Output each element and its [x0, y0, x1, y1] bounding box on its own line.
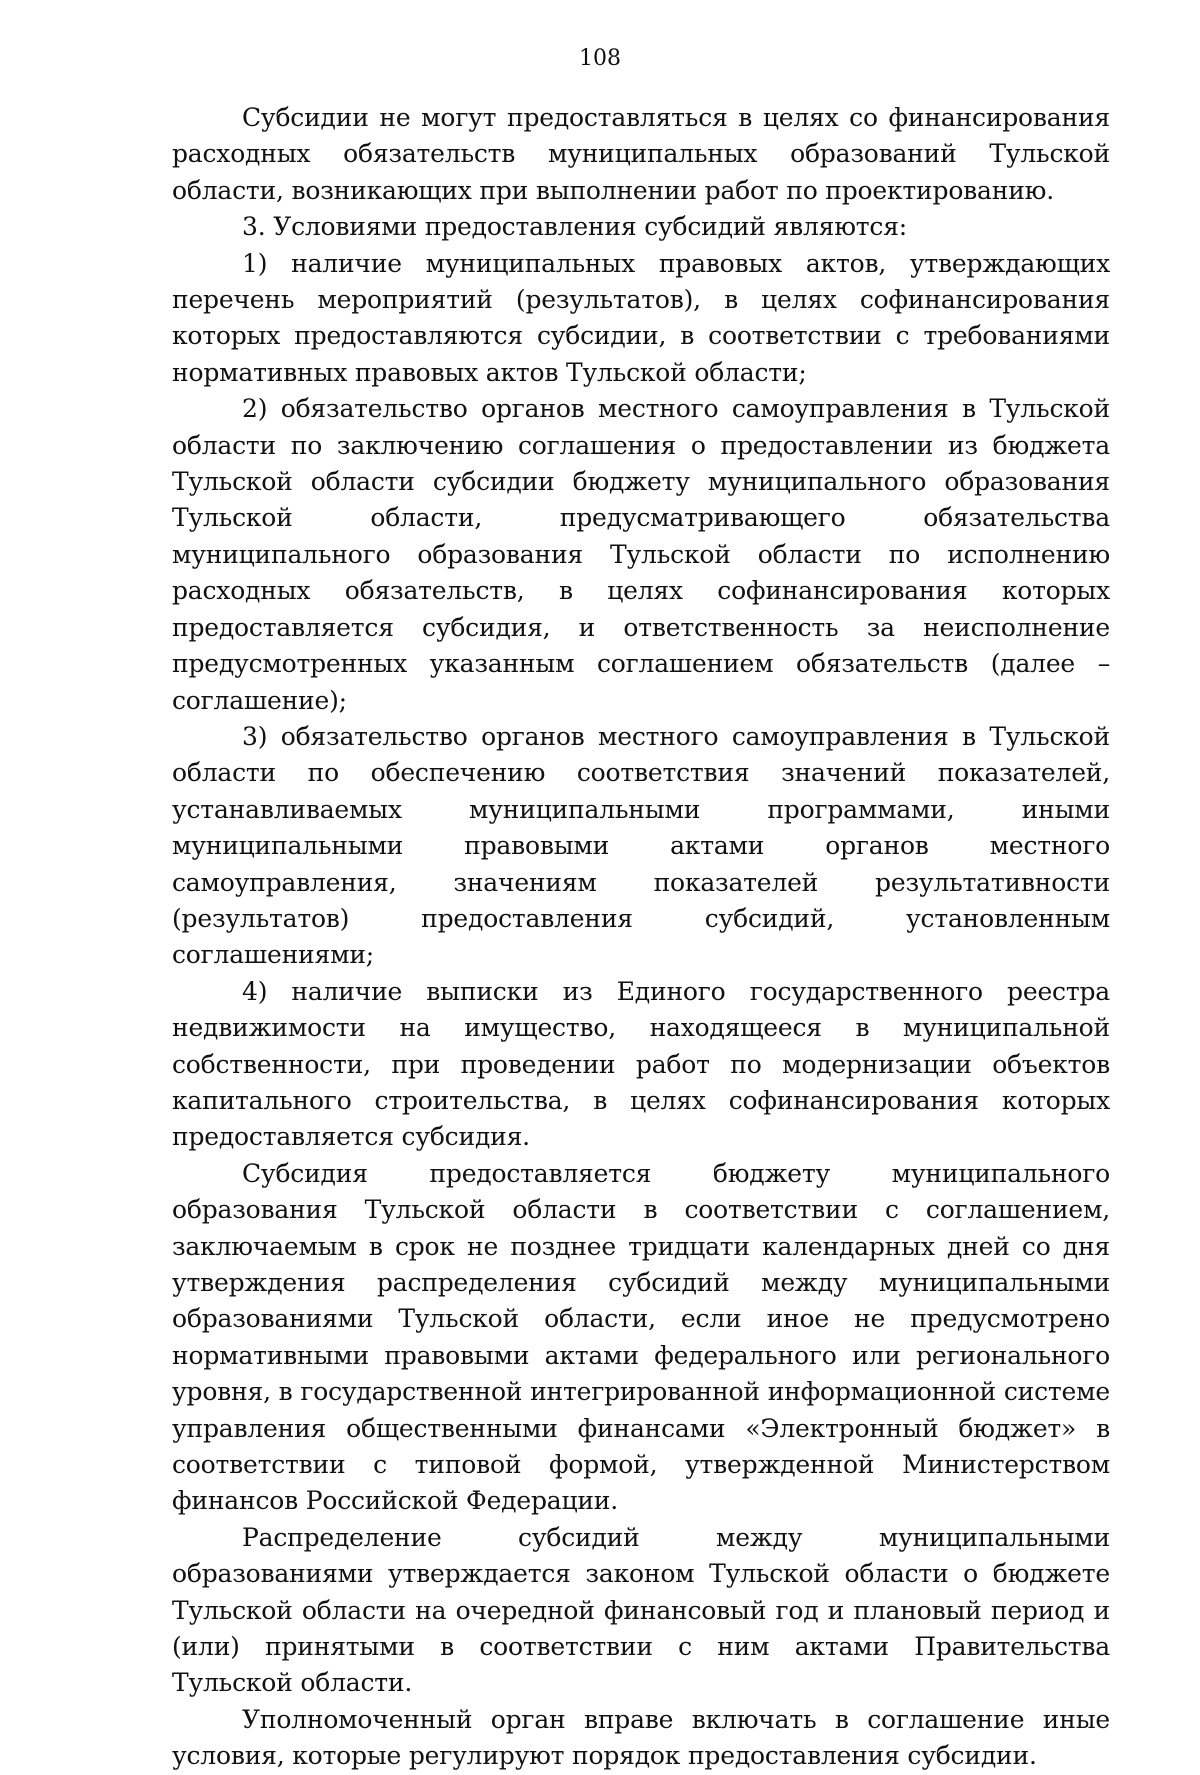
- paragraph-subsidy-agreement: Субсидия предоставляется бюджету муниципального образования Тульской области в соответствии с соглашением, заключаемым в срок не позднее тридцати календарных дней со дня утверждения распределения субсидий между муниципальными образованиями Тульской области, если иное не предусмотрено нормативными правовыми актами федерального или регионального уровня, в государственной интегрированной информационной системе управления общественными финансами «Электронный бюджет» в соответствии с типовой формой, утвержденной Министерством финансов Российской Федерации.: [172, 1158, 1110, 1516]
- document-body: [172, 100, 1110, 1775]
- paragraph-subsidy-distribution: Распределение субсидий между муниципальными образованиями утверждается законом Тульской области о бюджете Тульской области на очередной финансовый год и плановый период и (или) принятыми в соответствии с ним актами Правительства Тульской области.: [172, 1522, 1110, 1698]
- paragraph-authorized-body: Уполномоченный орган вправе включать в соглашение иные условия, которые регулируют порядок предоставления субсидии.: [172, 1704, 1110, 1771]
- paragraph-condition-3: 3) обязательство органов местного самоуправления в Тульской области по обеспечению соответствия значений показателей, устанавливаемых муниципальными программами, иными муниципальными правовыми актами органов местного самоуправления, значениям показателей результативности (результатов) предоставления субсидий, установленным соглашениями;: [172, 721, 1110, 970]
- paragraph-subsidy-restriction: Субсидии не могут предоставляться в целях со финансирования расходных обязательств муниципальных образований Тульской области, возникающих при выполнении работ по проектированию.: [172, 103, 1110, 205]
- paragraph-condition-4: 4) наличие выписки из Единого государственного реестра недвижимости на имущество, находящееся в муниципальной собственности, при проведении работ по модернизации объектов капитального строительства, в целях софинансирования которых предоставляется субсидия.: [172, 976, 1110, 1152]
- paragraph-condition-1: 1) наличие муниципальных правовых актов, утверждающих перечень мероприятий (результатов), в целях софинансирования которых предоставляются субсидии, в соответствии с требованиями нормативных правовых актов Тульской области;: [172, 248, 1110, 387]
- page-number: 108: [579, 46, 621, 71]
- paragraph-condition-2: 2) обязательство органов местного самоуправления в Тульской области по заключению соглашения о предоставлении из бюджета Тульской области субсидии бюджету муниципального образования Тульской области, предусматривающего обязательства муниципального образования Тульской области по исполнению расходных обязательств, в целях софинансирования которых предоставляется субсидия, и ответственность за неисполнение предусмотренных указанным соглашением обязательств (далее – соглашение);: [172, 394, 1110, 715]
- paragraph-conditions-heading: 3. Условиями предоставления субсидий являются:: [242, 212, 907, 242]
